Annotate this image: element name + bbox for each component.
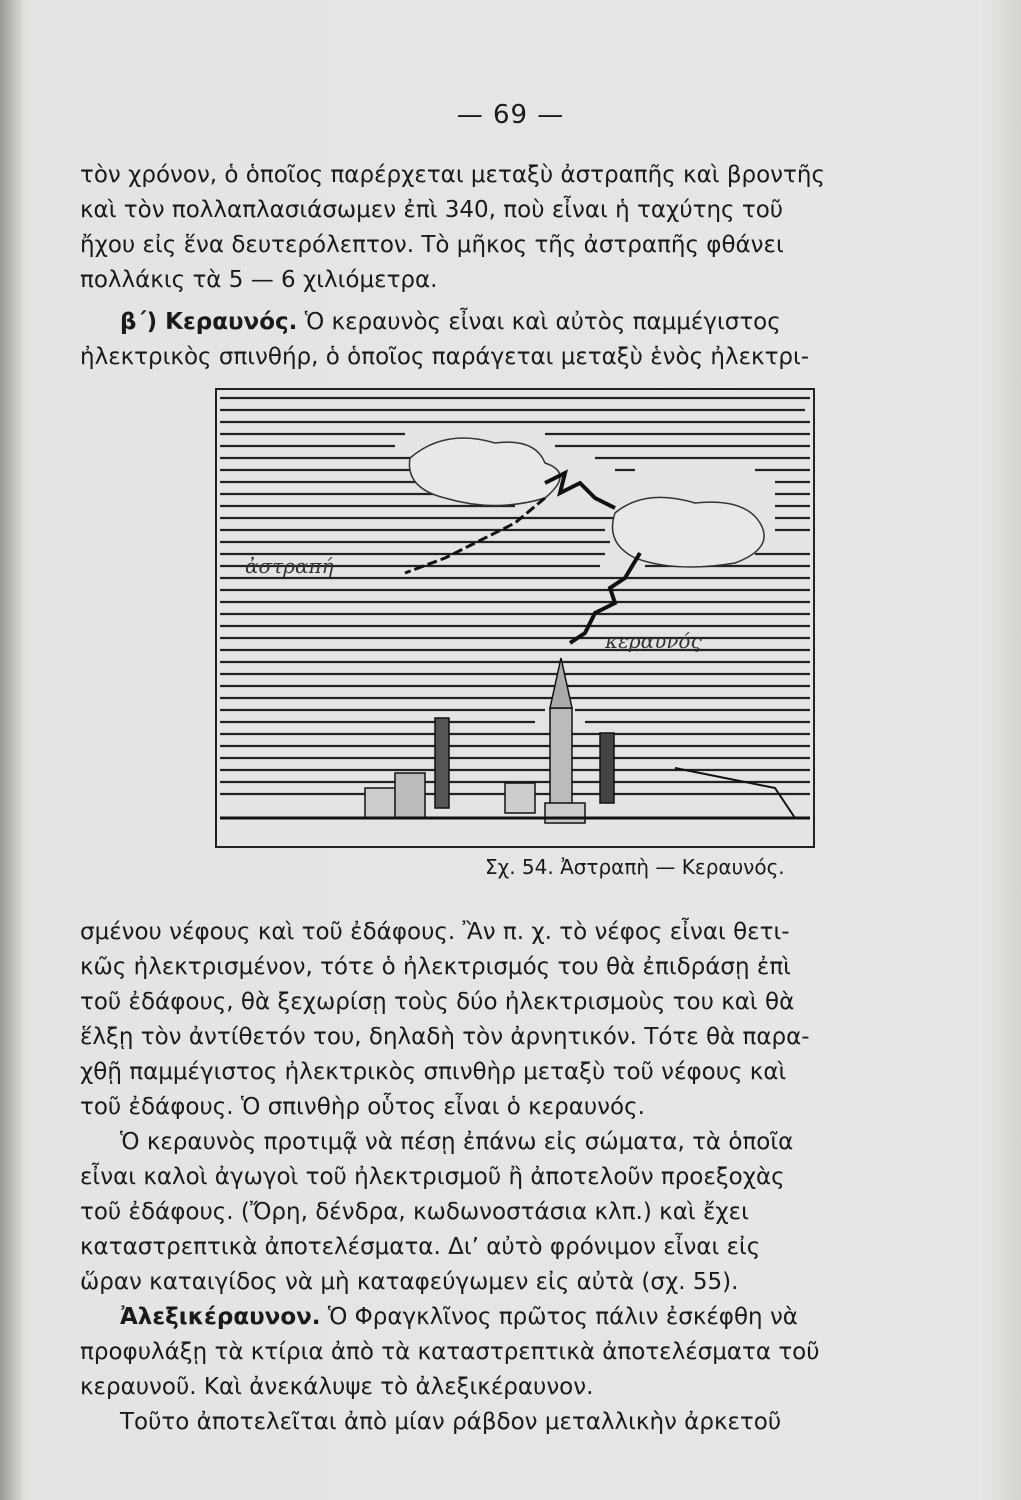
figure-label-lightning: ἀστραπή (245, 554, 334, 578)
lightning-drawing (215, 388, 815, 848)
figure-lightning-illustration (215, 388, 815, 848)
book-spine-shadow (0, 0, 22, 1500)
text-line: τὸν χρόνον, ὁ ὁποῖος παρέρχεται μεταξὺ ἀστραπῆς καὶ βροντῆς (80, 162, 825, 188)
text-line: ἕλξῃ τὸν ἀντίθετόν του, δηλαδὴ τὸν ἀρνητικόν. Τότε θὰ παρα- (80, 1024, 810, 1050)
section-heading-lightning-rod: Ἀλεξικέραυνον. (120, 1304, 321, 1330)
paragraph-3 (80, 915, 960, 1125)
paragraph-1 (80, 158, 960, 298)
text-line: τοῦ ἐδάφους, θὰ ξεχωρίσῃ τοὺς δύο ἠλεκτρισμοὺς του καὶ θὰ (80, 989, 795, 1015)
text-line: ἠλεκτρικὸς σπινθήρ, ὁ ὁποῖος παράγεται μεταξὺ ἑνὸς ἠλεκτρι- (80, 344, 810, 370)
paragraph-2 (80, 305, 960, 375)
page-number: — 69 — (456, 100, 565, 130)
text-line: Ὁ κεραυνὸς προτιμᾷ νὰ πέσῃ ἐπάνω εἰς σώματα, τὰ ὁποῖα (120, 1129, 794, 1155)
text-line: χθῇ παμμέγιστος ἠλεκτρικὸς σπινθὴρ μεταξὺ τοῦ νέφους καὶ (80, 1059, 787, 1085)
text-line (80, 305, 960, 340)
text-fragment: Ὁ κεραυνὸς εἶναι καὶ αὐτὸς παμμέγιστος (304, 309, 781, 335)
cloud-right (613, 497, 765, 567)
paragraph-4 (80, 1125, 960, 1300)
text-line: τοῦ ἐδάφους. (Ὄρη, δένδρα, κωδωνοστάσια κλπ.) καὶ ἔχει (80, 1199, 749, 1225)
text-line: ἤχου εἰς ἕνα δευτερόλεπτον. Τὸ μῆκος τῆς ἀστραπῆς φθάνει (80, 232, 784, 258)
text-line: καταστρεπτικὰ ἀποτελέσματα. Δι’ αὐτὸ φρόνιμον εἶναι εἰς (80, 1234, 761, 1260)
section-heading-keraunos: β΄) Κεραυνός. (120, 309, 298, 335)
text-line: καὶ τὸν πολλαπλασιάσωμεν ἐπὶ 340, ποὺ εἶναι ἡ ταχύτης τοῦ (80, 197, 784, 223)
text-line: εἶναι καλοὶ ἀγωγοὶ τοῦ ἠλεκτρισμοῦ ἢ ἀποτελοῦν προεξοχὰς (80, 1164, 785, 1190)
figure-label-bolt: κεραυνός (605, 629, 702, 653)
text-line: προφυλάξῃ τὰ κτίρια ἀπὸ τὰ καταστρεπτικὰ ἀποτελέσματα τοῦ (80, 1339, 820, 1365)
text-line (80, 1300, 960, 1335)
paragraph-5 (80, 1300, 960, 1440)
text-line: κῶς ἠλεκτρισμένον, τότε ὁ ἠλεκτρισμός του θὰ ἐπιδράσῃ ἐπὶ (80, 954, 791, 980)
figure-caption: Σχ. 54. Ἀστραπὴ — Κεραυνός. (485, 855, 785, 879)
text-line: κεραυνοῦ. Καὶ ἀνεκάλυψε τὸ ἀλεξικέραυνον. (80, 1374, 594, 1400)
text-line: τοῦ ἐδάφους. Ὁ σπινθὴρ οὗτος εἶναι ὁ κεραυνός. (80, 1094, 645, 1120)
text-line: σμένου νέφους καὶ τοῦ ἐδάφους. Ἂν π. χ. τὸ νέφος εἶναι θετι- (80, 919, 790, 945)
text-line: πολλάκις τὰ 5 — 6 χιλιόμετρα. (80, 267, 438, 293)
text-line: Τοῦτο ἀποτελεῖται ἀπὸ μίαν ράβδον μεταλλικὴν ἀρκετοῦ (120, 1409, 782, 1435)
text-fragment: Ὁ Φραγκλῖνος πρῶτος πάλιν ἐσκέφθη νὰ (327, 1304, 798, 1330)
text-line: ὥραν καταιγίδος νὰ μὴ καταφεύγωμεν εἰς αὐτὰ (σχ. 55). (80, 1269, 739, 1295)
